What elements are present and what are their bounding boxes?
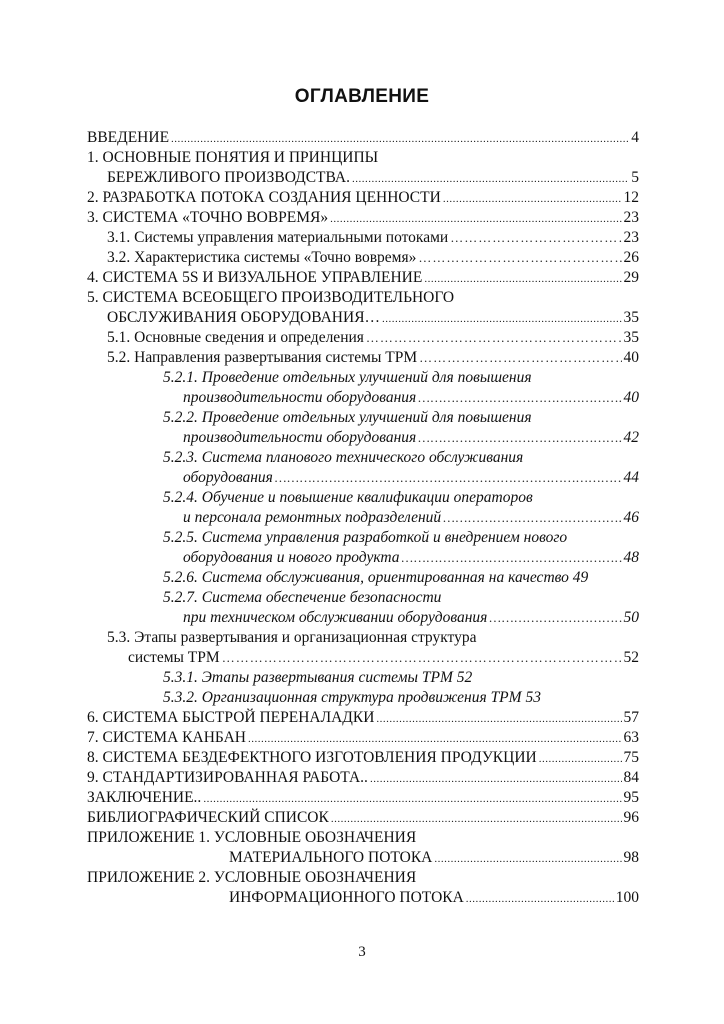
toc-entry-title: 7. СИСТЕМА КАНБАН [87, 729, 246, 746]
toc-entry-page: 12 [623, 189, 639, 206]
toc-entry[interactable] [107, 328, 639, 348]
toc-entry-title: МАТЕРИАЛЬНОГО ПОТОКА [229, 849, 433, 866]
dot-leader [331, 809, 622, 829]
dot-leader [434, 849, 621, 869]
dot-leader [376, 709, 621, 729]
toc-entry-title: 3.1. Системы управления материальными потоками [107, 229, 449, 246]
dot-leader [539, 749, 622, 769]
dot-leader [419, 348, 621, 368]
toc-entry[interactable] [183, 468, 639, 488]
toc-entry-page: 98 [623, 849, 639, 866]
toc-entry[interactable] [183, 388, 639, 408]
toc-entry-page: 44 [623, 469, 639, 486]
dot-leader [222, 648, 622, 668]
toc-entry-title: 3.2. Характеристика системы «Точно вовремя» [107, 249, 417, 266]
dot-leader [443, 508, 621, 528]
dot-leader [402, 548, 622, 568]
toc-entry[interactable] [87, 128, 639, 148]
toc-entry[interactable] [87, 828, 416, 848]
toc-entry[interactable] [107, 348, 639, 368]
toc-entry[interactable] [87, 288, 454, 308]
toc-entry[interactable] [163, 528, 567, 548]
dot-leader [203, 789, 621, 809]
toc-entry[interactable] [107, 168, 639, 188]
toc-entry-page: 29 [623, 269, 639, 286]
toc-entry[interactable] [183, 608, 639, 628]
toc-entry-title: оборудования и нового продукта [183, 549, 400, 566]
toc-entry-page: 23 [623, 229, 639, 246]
toc-entry[interactable] [163, 568, 588, 588]
toc-entry-title: БИБЛИОГРАФИЧЕСКИЙ СПИСОК [87, 809, 329, 826]
toc-entry-page: 23 [623, 209, 639, 226]
toc-entry[interactable] [163, 488, 533, 508]
toc-entry[interactable] [163, 448, 523, 468]
dot-leader [450, 228, 621, 248]
toc-entry[interactable] [183, 508, 639, 528]
toc-entry-title: ОБСЛУЖИВАНИЯ ОБОРУДОВАНИЯ… [107, 309, 381, 326]
page-title: ОГЛАВЛЕНИЕ [294, 86, 430, 107]
dot-leader [330, 209, 621, 229]
toc-entry-title: ЗАКЛЮЧЕНИЕ.. [87, 789, 202, 806]
toc-entry-title: 9. СТАНДАРТИЗИРОВАННАЯ РАБОТА.. [87, 769, 368, 786]
toc-entry[interactable] [87, 748, 639, 768]
toc-entry-title: 5. СИСТЕМА ВСЕОБЩЕГО ПРОИЗВОДИТЕЛЬНОГО [87, 289, 455, 306]
toc-entry[interactable] [163, 408, 532, 428]
dot-leader [418, 248, 621, 268]
toc-entry-title: 5.2.7. Система обеспечение безопасности [163, 589, 442, 606]
toc-entry-title: ПРИЛОЖЕНИЕ 2. УСЛОВНЫЕ ОБОЗНАЧЕНИЯ [87, 869, 417, 886]
toc-entry[interactable] [229, 848, 639, 868]
toc-entry-page: 50 [623, 609, 639, 626]
toc-entry-title: 5.1. Основные сведения и определения [107, 329, 364, 346]
toc-entry-title: оборудования [183, 469, 273, 486]
toc-entry-title: системы TPM [128, 649, 220, 666]
toc-entry-title: 5.2.6. Система обслуживания, ориентированная на качество 49 [163, 569, 589, 586]
toc-entry-title: 3. СИСТЕМА «ТОЧНО ВОВРЕМЯ» [87, 209, 329, 226]
toc-entry-page: 57 [623, 709, 639, 726]
toc-entry-page: 26 [623, 249, 639, 266]
toc-entry-title: 8. СИСТЕМА БЕЗДЕФЕКТНОГО ИЗГОТОВЛЕНИЯ ПРОДУКЦИИ [87, 749, 537, 766]
toc-entry[interactable] [107, 308, 639, 328]
toc-entry-page: 75 [623, 749, 639, 766]
page-number: 3 [358, 944, 366, 960]
toc-entry-title: БЕРЕЖЛИВОГО ПРОИЗВОДСТВА. [107, 169, 350, 186]
dot-leader [489, 608, 621, 628]
toc-entry-title: при техническом обслуживании оборудования [183, 609, 488, 626]
toc-entry-title: 6. СИСТЕМА БЫСТРОЙ ПЕРЕНАЛАДКИ [87, 709, 375, 726]
toc-entry[interactable] [87, 708, 639, 728]
dot-leader [370, 769, 622, 789]
toc-entry[interactable] [107, 248, 639, 268]
toc-entry-page: 35 [623, 309, 639, 326]
dot-leader [366, 328, 622, 348]
toc-entry-title: 4. СИСТЕМА 5S И ВИЗУАЛЬНОЕ УПРАВЛЕНИЕ [87, 269, 423, 286]
toc-entry[interactable] [87, 768, 639, 788]
toc-entry[interactable] [128, 648, 639, 668]
toc-entry-page: 40 [623, 389, 639, 406]
dot-leader [466, 889, 614, 909]
toc-entry[interactable] [229, 888, 639, 908]
toc-entry-page: 46 [623, 509, 639, 526]
toc-entry-page: 40 [623, 349, 639, 366]
toc-entry[interactable] [163, 668, 472, 688]
toc-entry[interactable] [87, 728, 639, 748]
toc-entry-page: 84 [623, 769, 639, 786]
toc-entry-page: 4 [631, 129, 639, 146]
dot-leader [443, 189, 622, 209]
toc-entry-page: 5 [631, 169, 639, 186]
toc-entry[interactable] [107, 628, 477, 648]
toc-entry-title: 5.2.3. Система планового технического обслуживания [163, 449, 524, 466]
toc-entry[interactable] [87, 868, 416, 888]
toc-entry[interactable] [163, 368, 532, 388]
toc-entry[interactable] [87, 268, 639, 288]
toc-entry-title: ИНФОРМАЦИОННОГО ПОТОКА [229, 889, 464, 906]
dot-leader [424, 269, 621, 289]
toc-entry[interactable] [183, 548, 639, 568]
toc-entry[interactable] [183, 428, 639, 448]
toc-entry-title: 5.2. Направления развертывания системы TPM [107, 349, 418, 366]
toc-entry-page: 95 [623, 789, 639, 806]
toc-entry[interactable] [163, 588, 441, 608]
toc-entry-page: 96 [623, 809, 639, 826]
dot-leader [352, 169, 629, 189]
toc-entry-page: 35 [623, 329, 639, 346]
toc-entry-page: 42 [623, 429, 639, 446]
toc-entry[interactable] [87, 208, 639, 228]
toc-entry-title: 5.3.2. Организационная структура продвижения TPM 53 [163, 689, 541, 706]
toc-entry-title: и персонала ремонтных подразделений [183, 509, 442, 526]
dot-leader [418, 428, 621, 448]
toc-entry[interactable] [87, 788, 639, 808]
toc-entry-title: 2. РАЗРАБОТКА ПОТОКА СОЗДАНИЯ ЦЕННОСТИ [87, 189, 441, 206]
toc-entry-title: 1. ОСНОВНЫЕ ПОНЯТИЯ И ПРИНЦИПЫ [87, 149, 379, 166]
toc-entry-page: 63 [623, 729, 639, 746]
toc-entry-title: производительности оборудования [183, 389, 417, 406]
toc-entry-title: 5.2.2. Проведение отдельных улучшений для повышения [163, 409, 532, 426]
toc-entry[interactable] [107, 228, 639, 248]
dot-leader [382, 309, 621, 329]
toc-entry-title: ПРИЛОЖЕНИЕ 1. УСЛОВНЫЕ ОБОЗНАЧЕНИЯ [87, 829, 417, 846]
toc-entry-title: ВВЕДЕНИЕ [87, 129, 170, 146]
toc-entry-title: производительности оборудования [183, 429, 417, 446]
toc-entry[interactable] [87, 188, 639, 208]
dot-leader [248, 729, 622, 749]
dot-leader [171, 129, 629, 149]
toc-entry-title: 5.3. Этапы развертывания и организационная структура [107, 629, 477, 646]
toc-entry[interactable] [87, 808, 639, 828]
toc-entry-page: 48 [623, 549, 639, 566]
toc-entry[interactable] [87, 148, 378, 168]
toc-entry-title: 5.2.4. Обучение и повышение квалификации операторов [163, 489, 533, 506]
dot-leader [418, 388, 621, 408]
toc-entry-title: 5.3.1. Этапы развертывания системы TPM 52 [163, 669, 473, 686]
toc-entry-title: 5.2.5. Система управления разработкой и внедрением нового [163, 529, 568, 546]
dot-leader [275, 468, 622, 488]
toc-entry-title: 5.2.1. Проведение отдельных улучшений для повышения [163, 369, 532, 386]
toc-entry-page: 100 [615, 889, 639, 906]
toc-entry[interactable] [163, 688, 541, 708]
toc-entry-page: 52 [623, 649, 639, 666]
